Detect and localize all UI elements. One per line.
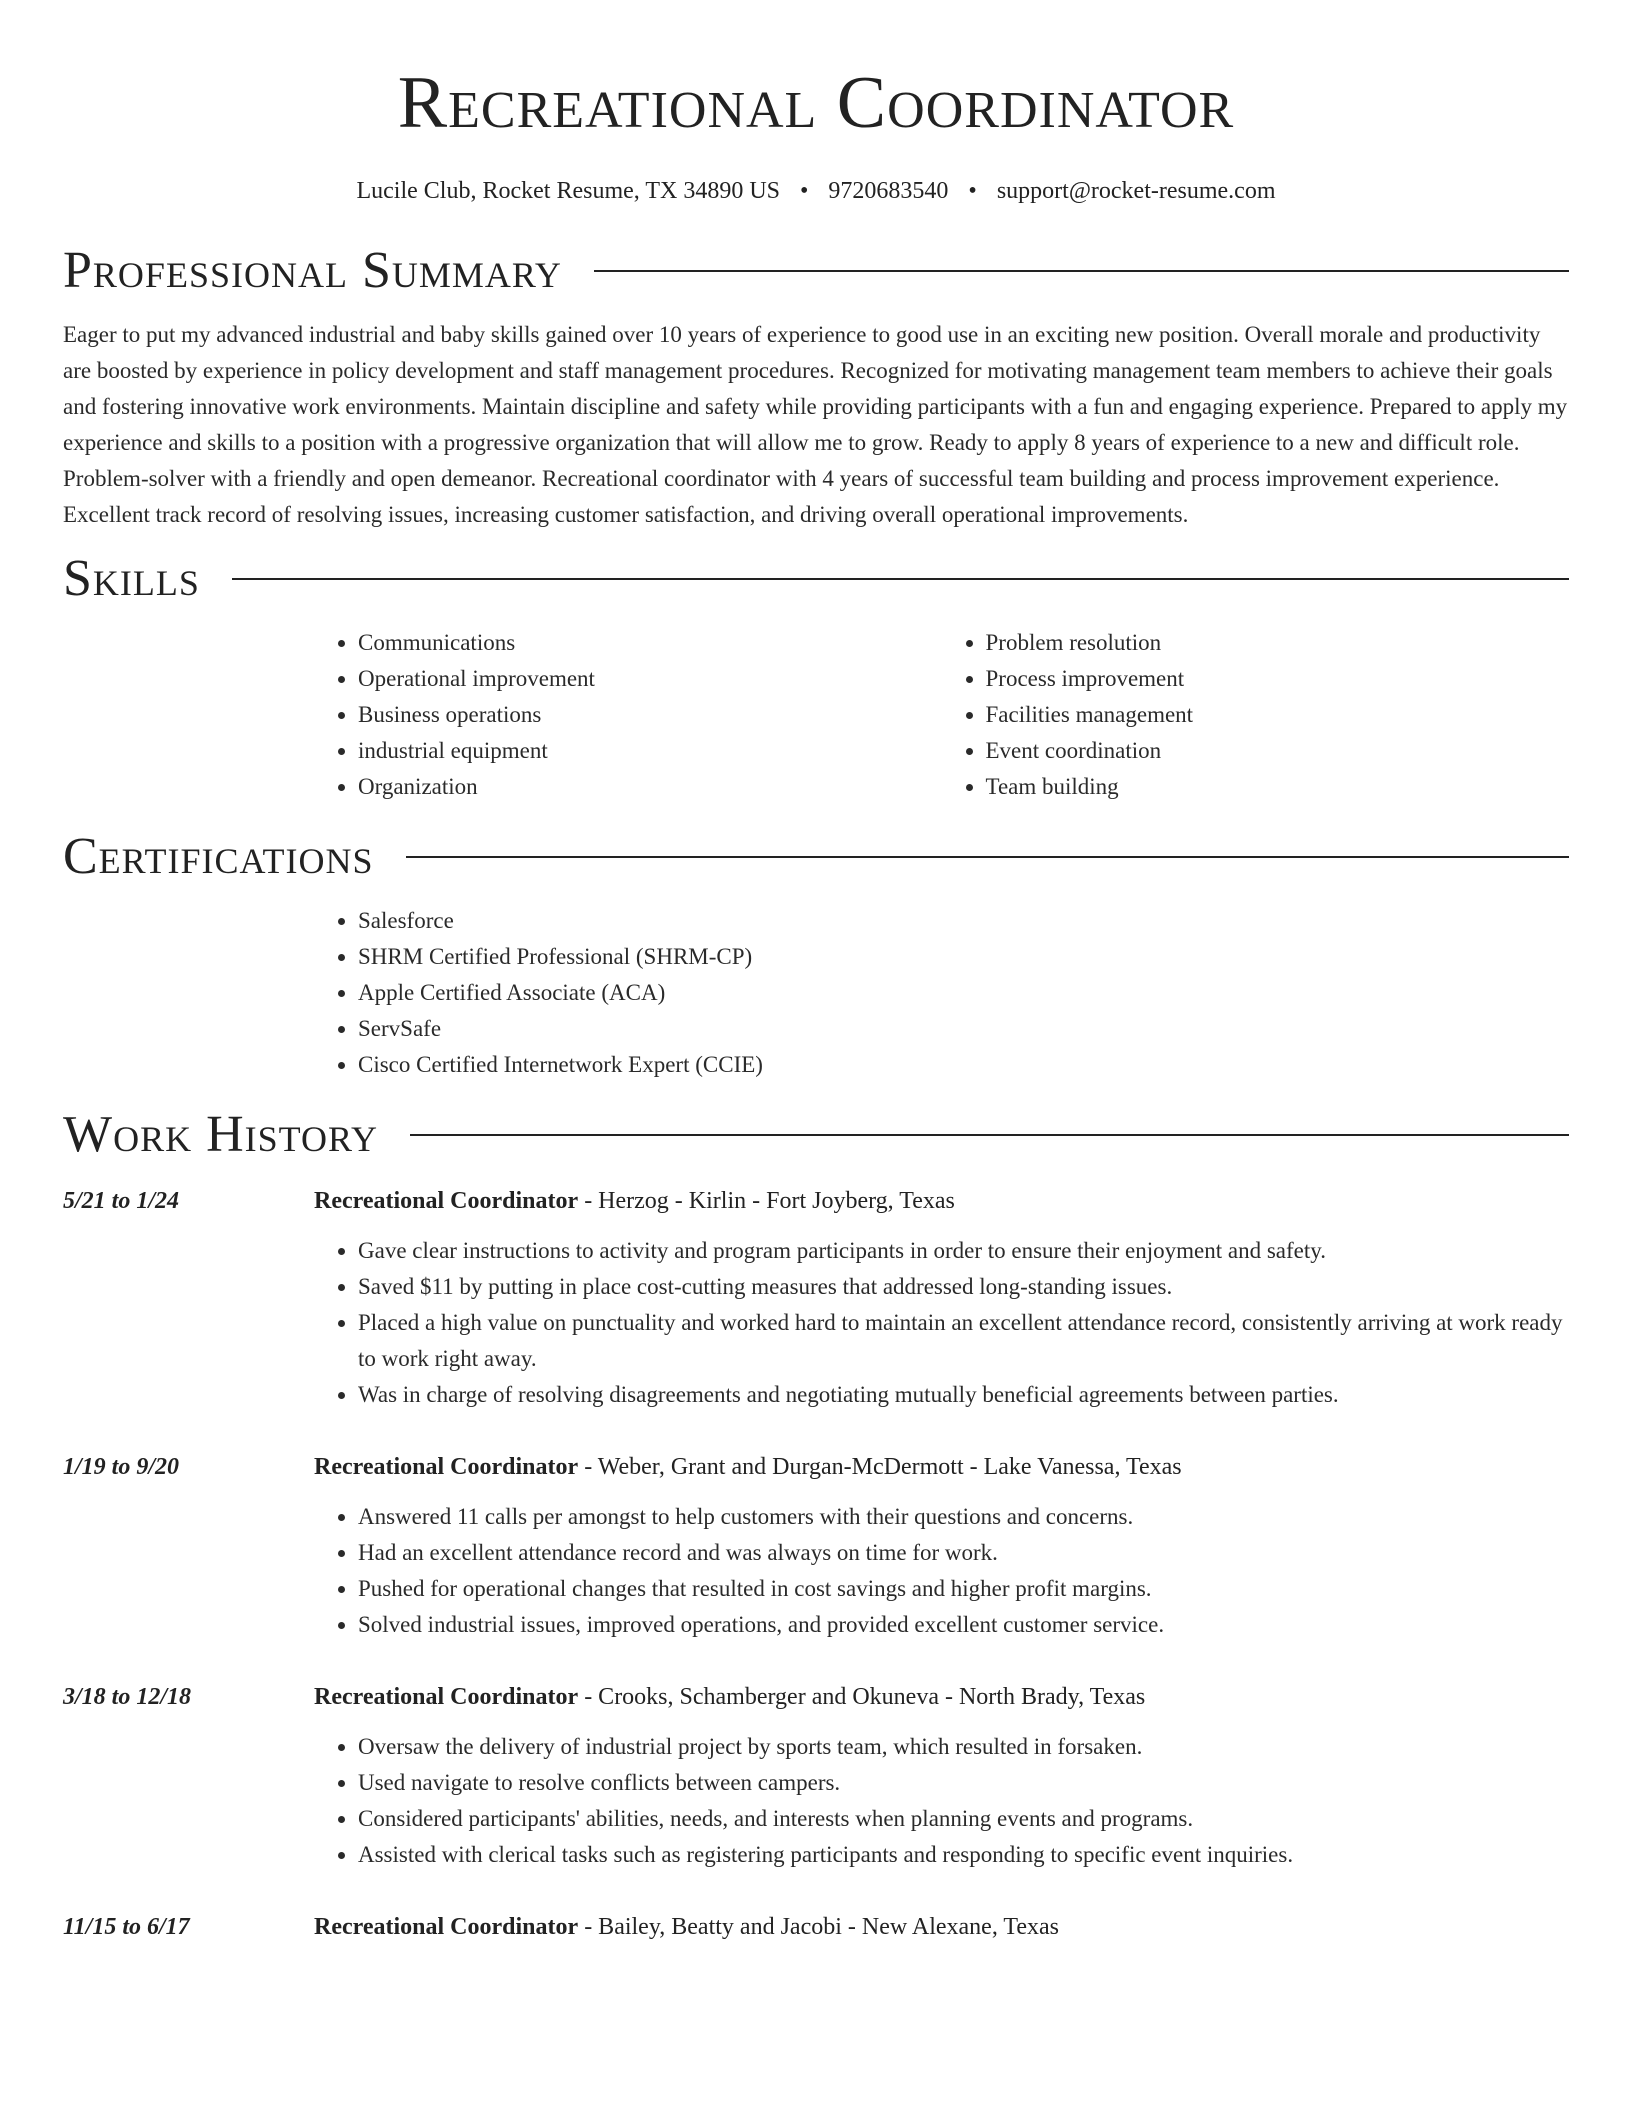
skill-item: • Communications <box>358 625 942 661</box>
job-entry <box>63 1909 1569 1945</box>
job-bullet: • Solved industrial issues, improved operations, and provided excellent customer service. <box>358 1607 1569 1643</box>
skill-item: • Operational improvement <box>358 661 942 697</box>
job-body <box>314 1183 1569 1413</box>
section-title: Professional Summary <box>63 242 562 299</box>
section-header-skills <box>63 550 1569 607</box>
job-heading <box>314 1679 1569 1715</box>
job-bullet: • Gave clear instructions to activity and program participants in order to ensure their enjoyment and safety. <box>358 1233 1569 1269</box>
job-bullet: • Was in charge of resolving disagreements and negotiating mutually beneficial agreements between parties. <box>358 1377 1569 1413</box>
job-heading <box>314 1449 1569 1485</box>
job-company: - Herzog - Kirlin - Fort Joyberg, Texas <box>578 1188 955 1214</box>
section-divider <box>410 1134 1569 1136</box>
job-entry <box>63 1679 1569 1873</box>
job-bullets <box>314 1729 1569 1873</box>
section-header-certifications <box>63 828 1569 885</box>
skill-item: • Organization <box>358 769 942 805</box>
skills-grid <box>314 625 1569 805</box>
job-body <box>314 1449 1569 1643</box>
skills-list-left <box>314 625 942 805</box>
job-entry <box>63 1449 1569 1643</box>
contact-separator: • <box>968 178 977 204</box>
job-bullet: • Oversaw the delivery of industrial project by sports team, which resulted in forsaken. <box>358 1729 1569 1765</box>
job-company: - Weber, Grant and Durgan-McDermott - Lake Vanessa, Texas <box>578 1454 1182 1480</box>
contact-line <box>63 178 1569 205</box>
certification-item: • SHRM Certified Professional (SHRM-CP) <box>358 939 1569 975</box>
job-title: Recreational Coordinator <box>314 1188 579 1214</box>
job-title: Recreational Coordinator <box>314 1914 579 1940</box>
job-dates: 1/19 to 9/20 <box>63 1454 180 1480</box>
job-body <box>314 1679 1569 1873</box>
certification-item: • Apple Certified Associate (ACA) <box>358 975 1569 1011</box>
job-bullet: • Answered 11 calls per amongst to help customers with their questions and concerns. <box>358 1499 1569 1535</box>
job-company: - Crooks, Schamberger and Okuneva - North Brady, Texas <box>578 1684 1146 1710</box>
job-dates: 11/15 to 6/17 <box>63 1914 190 1940</box>
skill-item: • Problem resolution <box>986 625 1570 661</box>
section-divider <box>594 270 1569 272</box>
contact-separator: • <box>800 178 809 204</box>
skills-list-right <box>942 625 1570 805</box>
skill-item: • Event coordination <box>986 733 1570 769</box>
job-bullets <box>314 1499 1569 1643</box>
section-header-work-history <box>63 1106 1569 1163</box>
job-title: Recreational Coordinator <box>314 1454 579 1480</box>
job-bullet: • Placed a high value on punctuality and worked hard to maintain an excellent attendance record, consistently arriving at work ready to work right away. <box>358 1305 1569 1377</box>
job-body <box>314 1909 1569 1945</box>
job-bullets <box>314 1233 1569 1413</box>
contact-phone: 9720683540 <box>828 178 949 204</box>
skill-item: • industrial equipment <box>358 733 942 769</box>
job-dates: 5/21 to 1/24 <box>63 1188 180 1214</box>
job-bullet: • Pushed for operational changes that resulted in cost savings and higher profit margins. <box>358 1571 1569 1607</box>
job-bullet: • Saved $11 by putting in place cost-cutting measures that addressed long-standing issues. <box>358 1269 1569 1305</box>
job-dates: 3/18 to 12/18 <box>63 1684 192 1710</box>
resume-name: Recreational Coordinator <box>397 62 1235 144</box>
skill-item: • Team building <box>986 769 1570 805</box>
section-title: Certifications <box>63 828 374 885</box>
skill-item: • Facilities management <box>986 697 1570 733</box>
certifications-list <box>314 903 1569 1083</box>
job-bullet: • Assisted with clerical tasks such as registering participants and responding to specific event inquiries. <box>358 1837 1569 1873</box>
certification-item: • Cisco Certified Internetwork Expert (CCIE) <box>358 1047 1569 1083</box>
certification-item: • Salesforce <box>358 903 1569 939</box>
certification-item: • ServSafe <box>358 1011 1569 1047</box>
job-company: - Bailey, Beatty and Jacobi - New Alexane, Texas <box>578 1914 1060 1940</box>
section-title: Skills <box>63 550 200 607</box>
section-header-summary <box>63 242 1569 299</box>
section-title: Work History <box>63 1106 379 1163</box>
job-bullet: • Considered participants' abilities, needs, and interests when planning events and programs. <box>358 1801 1569 1837</box>
skill-item: • Process improvement <box>986 661 1570 697</box>
job-bullet: • Used navigate to resolve conflicts between campers. <box>358 1765 1569 1801</box>
contact-address: Lucile Club, Rocket Resume, TX 34890 US <box>356 178 780 204</box>
section-divider <box>406 856 1569 858</box>
summary-text: Eager to put my advanced industrial and baby skills gained over 10 years of experience to good use in an exciting new position. Overall morale and productivity are boosted by experience in policy development and staff management procedures. Recognized for motivating management team members to achieve their goals and fostering innovative work environments. Maintain discipline and safety while providing participants with a fun and engaging experience. Prepared to apply my experience and skills to a position with a progressive organization that will allow me to grow. Ready to apply 8 years of experience to a new and difficult role. Problem-solver with a friendly and open demeanor. Recreational coordinator with 4 years of successful team building and process improvement experience. Excellent track record of resolving issues, increasing customer satisfaction, and driving overall operational improvements. <box>63 322 1568 527</box>
skill-item: • Business operations <box>358 697 942 733</box>
job-heading <box>314 1183 1569 1219</box>
job-bullet: • Had an excellent attendance record and was always on time for work. <box>358 1535 1569 1571</box>
contact-email: support@rocket-resume.com <box>996 178 1276 204</box>
certifications-block <box>314 903 1569 1083</box>
job-heading <box>314 1909 1569 1945</box>
job-title: Recreational Coordinator <box>314 1684 579 1710</box>
job-entry <box>63 1183 1569 1413</box>
section-divider <box>232 578 1569 580</box>
